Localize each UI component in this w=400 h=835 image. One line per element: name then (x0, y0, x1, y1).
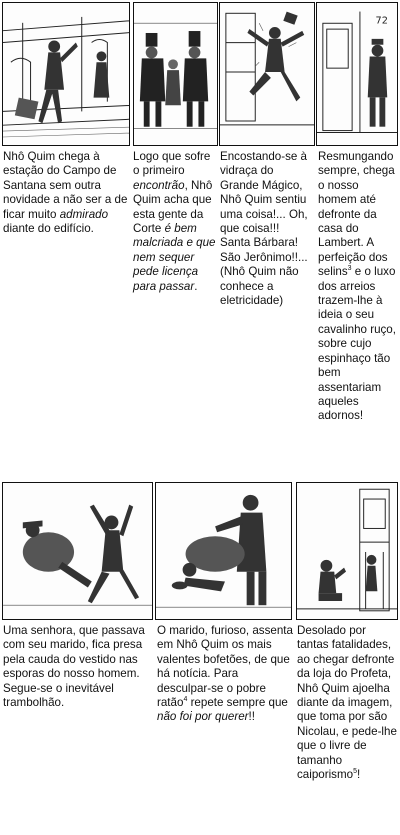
caption-text: Uma senhora, que passava com seu marido, fica presa pela cauda do vestido nas esporas do nosso homem. Segue-se o inevitável trambolhão. (3, 624, 145, 710)
panel-1-station (2, 2, 130, 146)
panel-7-kneel (296, 482, 398, 620)
caption-italic-text: é bem malcriada e que nem sequer pede licença para passar (133, 222, 216, 293)
engraving-lambert-house (317, 3, 397, 145)
caption-text: Nhô Quim chega à estação do Campo de Santana sem outra novidade a não ser a de ficar muito (3, 150, 128, 221)
caption-text: O marido, furioso, assenta em Nhô Quim os mais valentes bofetões, de que há notícia. Para desculpar-se o pobre ratão (157, 624, 293, 710)
panel-4-door (316, 2, 398, 146)
caption-text: Resmungando sempre, chega o nosso homem até defronte da casa do Lambert. A perfeição dos selins (318, 150, 395, 279)
engraving-station-arrival (3, 3, 129, 145)
caption-text: repete sempre que (187, 696, 288, 710)
engraving-crowd-push (134, 3, 217, 145)
panel-3-shock (219, 2, 315, 146)
engraving-electric-shock (220, 3, 314, 145)
panel-2-crowd (133, 2, 218, 146)
caption-text: Encostando-se à vidraça do Grande Mágico, Nhô Quim sentiu uma coisa!... Oh, que coisa!!! Santa Bárbara! São Jerônimo!!... (Nhô Quim não conhece a eletricidade) (220, 150, 308, 308)
caption-italic-text: admirado (59, 207, 109, 221)
caption-text: . (194, 279, 198, 293)
caption-panel-5 (3, 624, 151, 710)
caption-text: !! (248, 710, 255, 724)
panel-6-fight (155, 482, 292, 620)
footnote-marker: 4 (183, 696, 188, 704)
caption-text: ! (356, 768, 361, 782)
engraving-kneeling-shop (297, 483, 397, 619)
door-number: 72 (375, 15, 388, 27)
caption-text: e o luxo dos arreios trazem-lhe à ideia o seu cavalinho ruço, sobre cujo espinhaço tão bem assentariam aqueles adornos! (318, 265, 396, 423)
caption-text: Logo que sofre o primeiro (133, 150, 211, 178)
engraving-lady-tumble (3, 483, 152, 619)
caption-italic-text: encontrão (133, 178, 185, 192)
engraving-husband-fight (156, 483, 291, 619)
caption-panel-6 (157, 624, 293, 725)
caption-panel-2 (133, 150, 219, 294)
caption-text: Desolado por tantas fatalidades, ao chegar defronte da loja do Profeta, Nhô Quim ajoelha diante da imagem, que toma por são Nicolau, e pede-lhe que o livre de tamanho caiporismo (297, 624, 397, 782)
caption-text: , Nhô Quim acha que esta gente da Corte (133, 178, 213, 236)
caption-italic-text: não foi por querer (157, 710, 249, 724)
footnote-marker: 3 (347, 265, 352, 273)
panel-5-tumble (2, 482, 153, 620)
caption-text: diante do edifício. (3, 222, 94, 236)
caption-panel-7 (297, 624, 398, 782)
caption-panel-1 (3, 150, 131, 236)
footnote-marker: 5 (353, 768, 357, 776)
caption-panel-3 (220, 150, 312, 308)
caption-panel-4 (318, 150, 398, 424)
